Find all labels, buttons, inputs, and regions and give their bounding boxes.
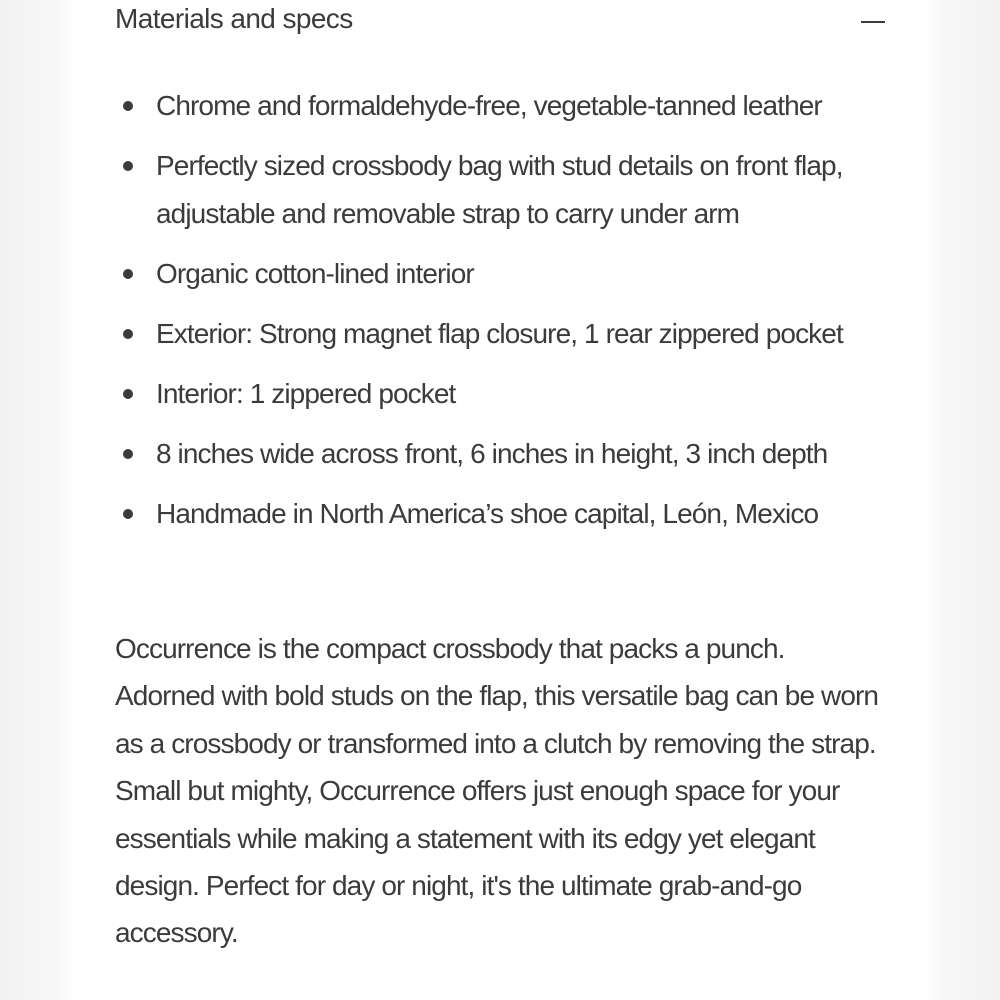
spec-item — [115, 82, 885, 130]
specs-list — [115, 82, 885, 550]
spec-item — [115, 250, 885, 298]
spec-text: 8 inches wide across front, 6 inches in height, 3 inch depth — [156, 438, 828, 469]
bullet-icon — [123, 269, 133, 279]
spec-text: Handmade in North America’s shoe capital, León, Mexico — [156, 498, 819, 529]
bullet-icon — [123, 389, 133, 399]
spec-item — [115, 490, 885, 538]
bullet-icon — [123, 329, 133, 339]
spec-text: Exterior: Strong magnet flap closure, 1 rear zippered pocket — [156, 318, 843, 349]
bullet-icon — [123, 161, 133, 171]
spec-text: Perfectly sized crossbody bag with stud details on front flap, adjustable and removable strap to carry under arm — [156, 150, 843, 229]
spec-item — [115, 142, 885, 238]
spec-text: Interior: 1 zippered pocket — [156, 378, 456, 409]
minus-icon[interactable] — [859, 8, 887, 36]
bullet-icon — [123, 101, 133, 111]
product-details-panel — [74, 0, 926, 1000]
spec-text: Organic cotton-lined interior — [156, 258, 474, 289]
section-title: Materials and specs — [115, 3, 353, 34]
bullet-icon — [123, 449, 133, 459]
spec-text: Chrome and formaldehyde-free, vegetable-tanned leather — [156, 90, 822, 121]
materials-specs-accordion-header[interactable] — [115, 0, 885, 44]
bullet-icon — [123, 509, 133, 519]
spec-item — [115, 430, 885, 478]
product-description: Occurrence is the compact crossbody that packs a punch. Adorned with bold studs on the flap, this versatile bag can be worn as a crossbody or transformed into a clutch by removing the strap. Small but mighty, Occurrence offers just enough space for your essentials while making a statement with its edgy yet elegant design. Perfect for day or night, it's the ultimate grab-and-go accessory. — [115, 633, 879, 949]
spec-item — [115, 370, 885, 418]
spec-item — [115, 310, 885, 358]
